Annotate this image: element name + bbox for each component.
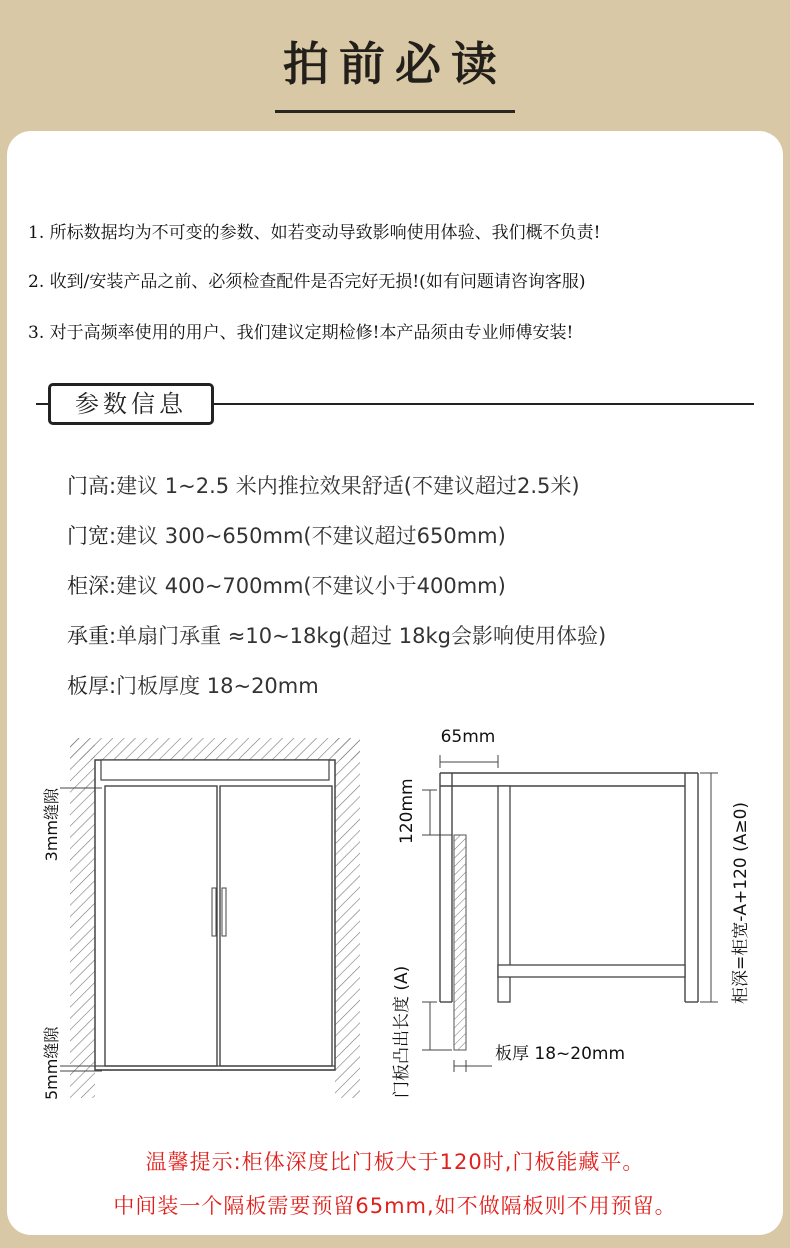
protrusion-label: 门板凸出长度 (A)	[392, 965, 412, 1098]
title-underline	[275, 110, 515, 113]
param-row	[67, 620, 606, 650]
door-left	[105, 786, 217, 1066]
param-value: 建议 400~700mm(不建议小于400mm)	[116, 574, 506, 598]
tip-line: 中间装一个隔板需要预留65mm,如不做隔板则不用预留。	[113, 1194, 677, 1218]
param-row	[67, 570, 506, 600]
top-gap-label: 3mm缝隙	[42, 788, 61, 862]
depth-label: 柜深=柜宽-A+120 (A≥0)	[731, 801, 751, 1004]
wall-left-hatch	[70, 738, 95, 1098]
door-panel-hatch	[454, 835, 466, 1050]
handle-left	[212, 888, 216, 936]
param-label: 门宽:	[67, 524, 117, 548]
width-label: 65mm	[440, 727, 496, 747]
section-title: 参数信息	[48, 383, 214, 425]
cabinet-section-diagram	[380, 720, 780, 1140]
bottom-gap-label: 5mm缝隙	[42, 1026, 61, 1100]
notice-item: 1. 所标数据均为不可变的参数、如若变动导致影响使用体验、我们概不负责!	[28, 223, 601, 243]
param-row	[67, 670, 319, 700]
top-rail	[101, 760, 329, 780]
param-label: 承重:	[67, 624, 117, 648]
handle-right	[222, 888, 226, 936]
param-row	[67, 520, 506, 550]
door-right	[220, 786, 332, 1066]
door-front-diagram	[30, 730, 370, 1130]
param-value: 门板厚度 18~20mm	[116, 674, 319, 698]
tip-line: 温馨提示:柜体深度比门板大于120时,门板能藏平。	[145, 1150, 645, 1174]
param-label: 板厚:	[67, 674, 117, 698]
wall-top-hatch	[70, 738, 360, 760]
wall-right-hatch	[335, 738, 360, 1098]
param-value: 建议 300~650mm(不建议超过650mm)	[116, 524, 506, 548]
param-label: 柜深:	[67, 574, 117, 598]
notice-item: 3. 对于高频率使用的用户、我们建议定期检修!本产品须由专业师傅安装!	[28, 323, 574, 343]
param-row	[67, 470, 580, 500]
notice-item: 2. 收到/安装产品之前、必须检查配件是否完好无损!(如有问题请咨询客服)	[28, 272, 586, 292]
param-value: 单扇门承重 ≈10~18kg(超过 18kg会影响使用体验)	[116, 624, 607, 648]
page-header	[0, 0, 790, 130]
height-label: 120mm	[397, 778, 417, 844]
param-label: 门高:	[67, 474, 117, 498]
thickness-label: 板厚 18~20mm	[495, 1044, 626, 1064]
param-value: 建议 1~2.5 米内推拉效果舒适(不建议超过2.5米)	[116, 474, 580, 498]
page-title: 拍前必读	[283, 37, 507, 91]
